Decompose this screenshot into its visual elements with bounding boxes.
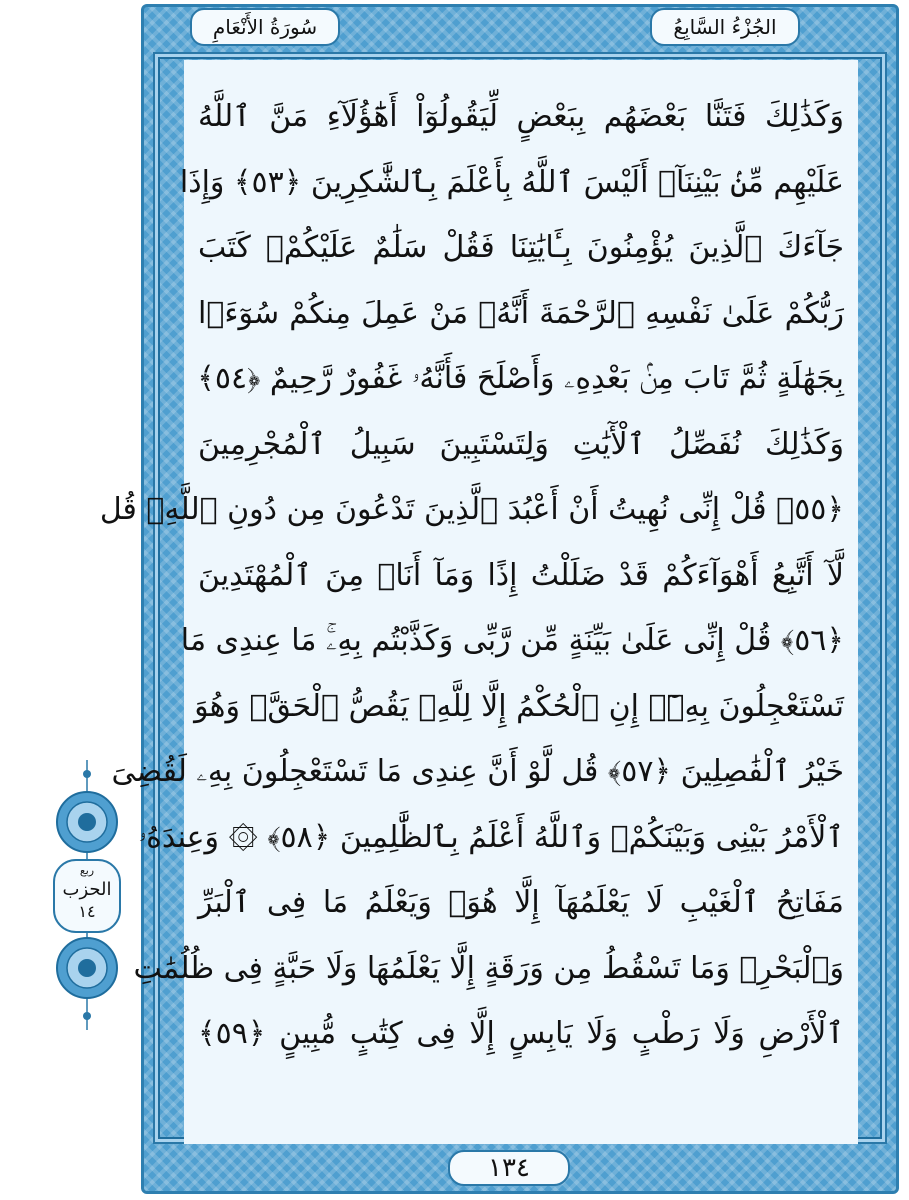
verse-line: لَّآ أَتَّبِعُ أَهْوَآءَكُمْ قَدْ ضَلَلْتُ إِذًا وَمَآ أَنَا۠ مِنَ ٱلْمُهْتَدِينَ: [198, 557, 844, 593]
page-number-box: [448, 1150, 570, 1186]
surah-header: [190, 8, 340, 46]
verse-line: مَفَاتِحُ ٱلْغَيْبِ لَا يَعْلَمُهَآ إِلَّا هُوَۚ وَيَعْلَمُ مَا فِى ٱلْبَرِّ: [198, 885, 844, 920]
verses-block: [99, 84, 858, 1067]
verse-line: رَبُّكُمْ عَلَىٰ نَفْسِهِ ٱلرَّحْمَةَ أَنَّهُۥ مَنْ عَمِلَ مِنكُمْ سُوٓءَۢا: [198, 295, 844, 331]
hizb-quarter: ربع: [79, 864, 95, 877]
hizb-label: [56, 864, 118, 928]
verse-line: وَٱلْبَحْرِۚ وَمَا تَسْقُطُ مِن وَرَقَةٍ إِلَّا يَعْلَمُهَا وَلَا حَبَّةٍ فِى ظُلُمَٰتِ: [133, 950, 844, 986]
surah-title: سُورَةُ الأَنْعَامِ: [212, 15, 318, 39]
verse-line: ٱلْأَمْرُ بَيْنِى وَبَيْنَكُمْۗ وَٱللَّهُ أَعْلَمُ بِٱلظَّٰلِمِينَ ﴿٥٨﴾ ۞ وَعِندَهُۥ: [138, 819, 844, 855]
verse-line: ٱلْأَرْضِ وَلَا رَطْبٍ وَلَا يَابِسٍ إِلَّا فِى كِتَٰبٍ مُّبِينٍ ﴿٥٩﴾: [198, 1016, 844, 1051]
verse-line: ﴿٥٦﴾ قُلْ إِنِّى عَلَىٰ بَيِّنَةٍ مِّن رَّبِّى وَكَذَّبْتُم بِهِۦۚ مَا عِندِى مَا: [180, 623, 844, 658]
hizb-marker: [44, 760, 130, 1030]
juz-title: الجُزْءُ السَّابِعُ: [673, 15, 777, 39]
verse-line: جَآءَكَ ٱلَّذِينَ يُؤْمِنُونَ بِـَٔايَٰتِنَا فَقُلْ سَلَٰمٌ عَلَيْكُمْۖ كَتَبَ: [198, 230, 844, 265]
verse-line: خَيْرُ ٱلْفَٰصِلِينَ ﴿٥٧﴾ قُل لَّوْ أَنَّ عِندِى مَا تَسْتَعْجِلُونَ بِهِۦ لَقُضِىَ: [111, 754, 844, 789]
verse-line: عَلَيْهِم مِّنۢ بَيْنِنَآۗ أَلَيْسَ ٱللَّهُ بِأَعْلَمَ بِٱلشَّٰكِرِينَ ﴿٥٣﴾ وَإِذَا: [179, 164, 844, 200]
verse-line: تَسْتَعْجِلُونَ بِهِۦٓۚ إِنِ ٱلْحُكْمُ إِلَّا لِلَّهِۖ يَقُصُّ ٱلْحَقَّۖ وَهُوَ: [194, 688, 844, 724]
hizb-word: الحزب: [62, 879, 112, 900]
verse-line: وَكَذَٰلِكَ فَتَنَّا بَعْضَهُم بِبَعْضٍ لِّيَقُولُوٓاْ أَهَٰٓؤُلَآءِ مَنَّ ٱللَّهُ: [198, 99, 844, 134]
verse-line: وَكَذَٰلِكَ نُفَصِّلُ ٱلْأٓيَٰتِ وَلِتَسْتَبِينَ سَبِيلُ ٱلْمُجْرِمِينَ: [198, 426, 844, 462]
verse-line: ﴿٥٥﴾ قُلْ إِنِّى نُهِيتُ أَنْ أَعْبُدَ ٱلَّذِينَ تَدْعُونَ مِن دُونِ ٱللَّهِۚ قُل: [99, 492, 844, 527]
hizb-number: ١٤: [78, 902, 96, 921]
verse-line: بِجَهَٰلَةٍ ثُمَّ تَابَ مِنۢ بَعْدِهِۦ وَأَصْلَحَ فَأَنَّهُۥ غَفُورٌ رَّحِيمٌ ﴿٥٤﴾: [197, 361, 844, 396]
juz-header: [650, 8, 800, 46]
page-number: ١٣٤: [488, 1153, 530, 1183]
